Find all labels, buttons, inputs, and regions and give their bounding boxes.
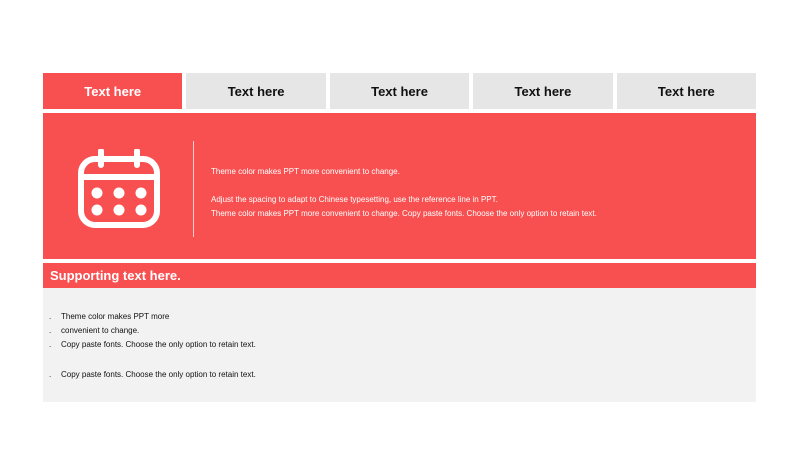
tab-3[interactable]: Text here [330,73,469,109]
list-item-text: Theme color makes PPT more [61,312,170,321]
hero-divider [193,141,194,237]
tab-2[interactable]: Text here [186,73,325,109]
hero-line-2: Adjust the spacing to adapt to Chinese typesetting, use the reference line in PPT. [211,195,498,204]
hero-line-1: Theme color makes PPT more convenient to change. [211,167,400,176]
bullet-marker: . [49,312,52,321]
list-item-text: Copy paste fonts. Choose the only option to retain text. [61,340,256,349]
supporting-title: Supporting text here. [43,263,756,288]
hero-line-3: Theme color makes PPT more convenient to change. Copy paste fonts. Choose the only option to retain text. [211,209,597,218]
hero-panel [43,113,756,259]
hero-text [211,165,741,221]
tab-bar [43,73,756,109]
supporting-panel [43,288,756,402]
list-item [49,338,256,352]
bullet-marker: . [49,326,52,335]
list-item [49,324,256,338]
list-item-text: Copy paste fonts. Choose the only option to retain text. [61,370,256,379]
list-item [49,310,256,324]
bullet-marker: . [49,370,52,379]
bullet-list [49,310,256,382]
tab-4[interactable]: Text here [473,73,612,109]
calendar-icon [77,149,161,229]
bullet-marker: . [49,340,52,349]
list-item-text: convenient to change. [61,326,140,335]
list-item [49,368,256,382]
tab-5[interactable]: Text here [617,73,756,109]
tab-1[interactable]: Text here [43,73,182,109]
